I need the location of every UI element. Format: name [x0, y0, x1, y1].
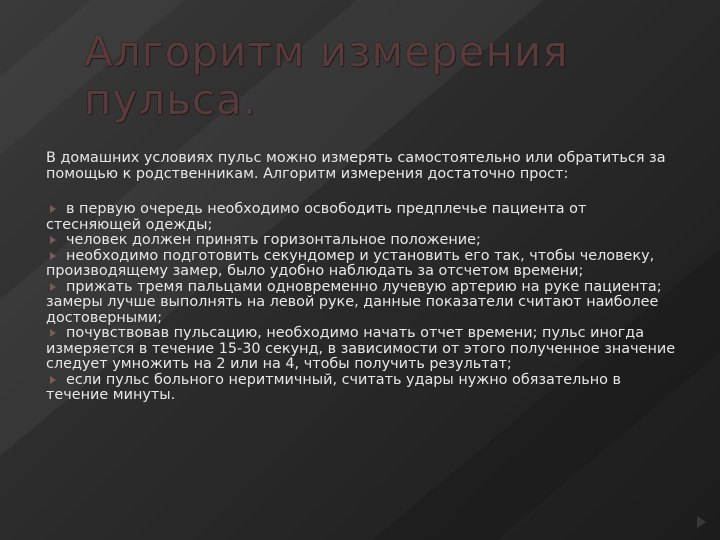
list-item-text: прижать тремя пальцами одновременно лучевую артерию на руке пациента; замеры лучше выполнять на левой руке, данные показатели считают наиболее достоверными;: [46, 278, 662, 326]
triangle-bullet-icon: [50, 329, 56, 337]
triangle-bullet-icon: [50, 205, 56, 213]
slide-body: [46, 151, 680, 404]
next-slide-icon[interactable]: [697, 516, 706, 528]
list-item: [46, 373, 680, 404]
triangle-bullet-icon: [50, 376, 56, 384]
list-item-text: в первую очередь необходимо освободить предплечье пациента от стесняющей одежды;: [46, 201, 587, 233]
list-item-text: необходимо подготовить секундомер и установить его так, чтобы человеку, производящему замер, было удобно наблюдать за отсчетом времени;: [46, 247, 655, 279]
intro-paragraph: В домашних условиях пульс можно измерять самостоятельно или обратиться за помощью к родственникам. Алгоритм измерения достаточно прост:: [46, 150, 666, 182]
list-item-text: почувствовав пульсацию, необходимо начать отчет времени; пульс иногда измеряется в течение 15-30 секунд, в зависимости от этого полученное значение следует умножить на 2 или на 4, чтобы получить результат;: [46, 325, 676, 372]
triangle-bullet-icon: [50, 252, 56, 260]
list-item-text: человек должен принять горизонтальное положение;: [66, 232, 481, 248]
list-item-text: если пульс больного неритмичный, считать удары нужно обязательно в течение минуты.: [46, 371, 622, 403]
list-item: [46, 326, 680, 373]
triangle-bullet-icon: [50, 236, 56, 244]
triangle-bullet-icon: [50, 283, 56, 291]
list-item: [46, 202, 680, 233]
slide-title: Алгоритм измерения пульса.: [84, 27, 569, 124]
list-item: [46, 233, 680, 249]
list-item: [46, 249, 680, 280]
list-item: [46, 280, 680, 327]
